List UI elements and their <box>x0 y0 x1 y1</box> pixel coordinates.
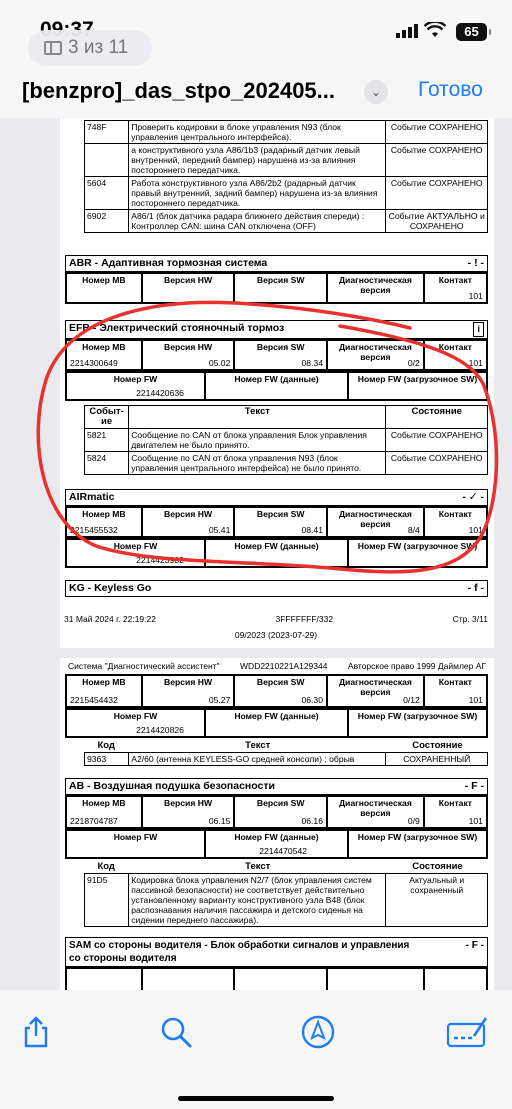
col-hw: Версия HW <box>164 509 213 519</box>
col-diag: Диагностическая версия <box>338 275 412 295</box>
event-code: 748F <box>85 121 129 143</box>
diag-value: 0/2 <box>407 358 420 368</box>
signature-icon[interactable] <box>446 1014 488 1050</box>
event-code: 5604 <box>85 177 129 209</box>
col-mb: Номер MB <box>82 677 126 687</box>
event-text: A86/1 (блок датчика радара ближнего действия спереди) : Контроллер CAN: шина CAN отключена (OFF) <box>129 210 386 232</box>
event-state: Событие СОХРАНЕНО <box>390 122 483 132</box>
fw-value: 2214420636 <box>136 388 184 398</box>
efb-versions <box>65 339 488 371</box>
section-title: EFB - Электрический стояночный тормоз <box>69 322 285 334</box>
pdf-page-4 <box>60 658 494 990</box>
col-sw: Версия SW <box>256 798 305 808</box>
col-fw: Номер FW <box>113 711 158 721</box>
ab-event-row <box>84 873 488 927</box>
col-mb: Номер MB <box>82 342 126 352</box>
event-state: Событие АКТУАЛЬНО и СОХРАНЕНО <box>388 211 485 231</box>
ab-events-header <box>84 861 488 873</box>
contact-value: 101 <box>468 816 483 826</box>
fw-value: 2214420826 <box>136 725 184 735</box>
page-counter-label: 3 из 11 <box>68 37 129 58</box>
col-mb: Номер MB <box>82 509 126 519</box>
fw-data-value: 2214470542 <box>259 846 308 856</box>
bottom-toolbar <box>0 990 512 1109</box>
event-code: 6902 <box>85 210 129 232</box>
col-state: Состояние <box>411 406 462 417</box>
efb-fw <box>65 371 488 401</box>
page-header <box>60 658 494 674</box>
sam-versions-partial <box>65 967 488 990</box>
page-thumbnails-icon <box>44 41 62 55</box>
section-flag: - ✓ - <box>462 491 484 503</box>
section-title: AIRmatic <box>69 491 115 503</box>
kg-event-row <box>84 752 488 766</box>
diag-value: 8/4 <box>407 525 420 535</box>
section-title: SAM со стороны водителя - Блок обработки сигналов и управления со стороны водителя <box>69 940 410 964</box>
sw-value: 06.30 <box>301 695 323 705</box>
mb-value: 2215455532 <box>70 525 118 535</box>
col-diag: Диагностическая версия <box>338 677 412 697</box>
col-text: Текст <box>245 740 271 751</box>
event-row <box>84 452 488 475</box>
footer-page: Стр. 3/11 <box>452 614 488 624</box>
pdf-viewer[interactable] <box>0 118 512 990</box>
event-row <box>84 144 488 177</box>
section-efb <box>65 320 488 339</box>
sw-value: 08.34 <box>301 358 323 368</box>
ab-fw <box>65 829 488 859</box>
col-fw-data: Номер FW (данные) <box>234 541 319 551</box>
col-hw: Версия HW <box>164 677 213 687</box>
page-footer-version <box>64 630 488 640</box>
section-flag: - F - <box>465 940 484 951</box>
col-contact: Контакт <box>438 677 472 687</box>
footer-version: 09/2023 (2023-07-29) <box>234 630 318 640</box>
event-code: 5824 <box>85 452 129 474</box>
col-code: Код <box>97 861 115 872</box>
hw-value: 05.27 <box>208 695 231 705</box>
diag-value: 0/9 <box>407 816 420 826</box>
document-title: [benzpro]_das_stpo_202405... <box>22 78 336 103</box>
col-fw-data: Номер FW (данные) <box>234 832 319 842</box>
air-versions <box>65 506 488 538</box>
ab-versions <box>65 795 488 829</box>
air-fw <box>65 538 488 568</box>
mb-value: 2215454432 <box>70 695 118 705</box>
event-code <box>85 144 129 176</box>
col-mb: Номер MB <box>82 275 126 285</box>
col-fw-boot: Номер FW (загрузочное SW) <box>357 711 478 721</box>
section-sam <box>65 937 488 967</box>
header-vin: WDD2210221A129344 <box>240 661 328 671</box>
diag-value: 0/12 <box>403 695 420 705</box>
col-diag: Диагностическая версия <box>338 798 412 818</box>
event-row <box>84 177 488 210</box>
col-fw-data: Номер FW (данные) <box>234 374 319 384</box>
col-sw: Версия SW <box>256 275 305 285</box>
nav-bar <box>0 64 512 118</box>
section-title: AB - Воздушная подушка безопасности <box>69 780 275 792</box>
section-abr <box>65 255 488 272</box>
col-fw: Номер FW <box>113 374 158 384</box>
events-header <box>84 405 488 429</box>
col-text: Текст <box>245 861 271 872</box>
col-fw-boot: Номер FW (загрузочное SW) <box>357 541 478 551</box>
event-text: Сообщение по CAN от блока управления N93 (блок управления центрального интерфейса) не было принято. <box>129 452 386 474</box>
event-code: 91D5 <box>85 874 129 926</box>
info-icon: i <box>473 322 484 337</box>
col-diag: Диагностическая версия <box>338 342 412 362</box>
col-fw: Номер FW <box>113 541 158 551</box>
footer-date: 31 Май 2024 г. 22:19:22 <box>64 614 156 624</box>
abr-versions <box>65 272 488 304</box>
event-code: 9363 <box>85 753 129 765</box>
event-state: Событие СОХРАНЕНО <box>390 178 483 188</box>
kg-fw <box>65 708 488 738</box>
col-event: Событ- ие <box>85 406 129 428</box>
fault-table-top <box>84 120 488 233</box>
col-contact: Контакт <box>438 798 472 808</box>
col-hw: Версия HW <box>164 342 213 352</box>
col-state: Состояние <box>412 740 463 751</box>
col-fw-boot: Номер FW (загрузочное SW) <box>357 374 478 384</box>
section-flag: - f - <box>467 582 484 594</box>
col-contact: Контакт <box>438 275 472 285</box>
header-copyright: Авторское право 1999 Даймлер АГ <box>347 661 486 671</box>
done-button[interactable]: Готово <box>418 78 483 101</box>
header-system: Система "Диагностический ассистент" <box>68 661 220 671</box>
event-code: 5821 <box>85 429 129 451</box>
mb-value: 2218704787 <box>70 816 118 826</box>
event-text: Сообщение по CAN от блока управления Блок управления двигателем не было принято. <box>129 429 386 451</box>
section-flag: - ! - <box>467 257 484 269</box>
cellular-signal-icon <box>396 24 418 38</box>
contact-value: 101 <box>468 291 483 301</box>
hw-value: 05.02 <box>208 358 231 368</box>
sw-value: 06.16 <box>301 816 323 826</box>
col-diag: Диагностическая версия <box>338 509 412 529</box>
col-hw: Версия HW <box>164 275 213 285</box>
battery-icon: 65 <box>456 23 487 41</box>
col-sw: Версия SW <box>256 342 305 352</box>
col-sw: Версия SW <box>256 509 305 519</box>
event-row <box>84 429 488 452</box>
share-icon[interactable] <box>18 1014 54 1050</box>
section-title: ABR - Адаптивная тормозная система <box>69 257 268 269</box>
efb-events <box>60 429 494 475</box>
event-state: СОХРАНЕННЫЙ <box>403 754 471 764</box>
pdf-page-3 <box>60 118 494 648</box>
wifi-icon <box>424 22 446 38</box>
kg-events-header <box>84 740 488 752</box>
col-hw: Версия HW <box>164 798 213 808</box>
event-row <box>84 120 488 144</box>
col-state: Состояние <box>412 861 463 872</box>
hw-value: 06.15 <box>208 816 231 826</box>
footer-id: 3FFFFFFF/332 <box>275 614 334 624</box>
event-text: а конструктивного узла A86/1b3 (радарный датчик левый внутренний, передний бампер) нарушена из-за влияния постороннего передатчика. <box>129 144 386 176</box>
markup-icon[interactable] <box>300 1014 336 1050</box>
event-state: Событие СОХРАНЕНО <box>390 430 483 440</box>
event-text: Работа конструктивного узла A86/2b2 (радарный датчик правый внутренний, задний бампер) нарушена из-за влияния постороннего передатчика. <box>129 177 386 209</box>
section-title: KG - Keyless Go <box>69 582 152 594</box>
chevron-down-icon[interactable]: ⌄ <box>364 80 388 104</box>
section-airmatic <box>65 489 488 506</box>
page-footer <box>64 614 488 624</box>
search-icon[interactable] <box>158 1014 194 1050</box>
col-mb: Номер MB <box>82 798 126 808</box>
col-sw: Версия SW <box>256 677 305 687</box>
col-text: Текст <box>129 406 386 428</box>
col-code: Код <box>97 740 115 751</box>
event-state: Событие СОХРАНЕНО <box>390 453 483 463</box>
sw-value: 08.41 <box>301 525 323 535</box>
section-kg <box>65 580 488 597</box>
page-counter[interactable] <box>28 30 152 66</box>
col-fw-data: Номер FW (данные) <box>234 711 319 721</box>
event-state: Событие СОХРАНЕНО <box>390 145 483 155</box>
contact-value: 101 <box>468 525 483 535</box>
col-fw: Номер FW <box>113 832 158 842</box>
event-row <box>84 210 488 233</box>
event-text: Кодировка блока управления N2/7 (блок управления систем пассивной безопасности) не соответствует действительно установленному варианту конструктивного узла B48 (блок распознавания наличия пассажира и детского сиденья на сидении переднего пассажира). <box>129 874 386 926</box>
event-state: Актуальный и сохраненный <box>409 875 465 895</box>
contact-value: 101 <box>468 695 483 705</box>
col-contact: Контакт <box>438 509 472 519</box>
col-fw-boot: Номер FW (загрузочное SW) <box>357 832 478 842</box>
contact-value: 101 <box>468 358 483 368</box>
section-ab <box>65 778 488 795</box>
hw-value: 05.41 <box>208 525 231 535</box>
kg-versions <box>65 674 488 708</box>
section-flag: - F - <box>464 780 484 792</box>
event-text: Проверить кодировки в блоке управления N93 (блок управления центрального интерфейса). <box>129 121 386 143</box>
home-indicator <box>178 1096 334 1101</box>
mb-value: 2214300649 <box>70 358 118 368</box>
col-contact: Контакт <box>438 342 472 352</box>
event-text: A2/60 (антенна KEYLESS-GO средней консоли) : обрыв <box>129 753 386 765</box>
fw-value: 2214423902 <box>136 555 184 565</box>
